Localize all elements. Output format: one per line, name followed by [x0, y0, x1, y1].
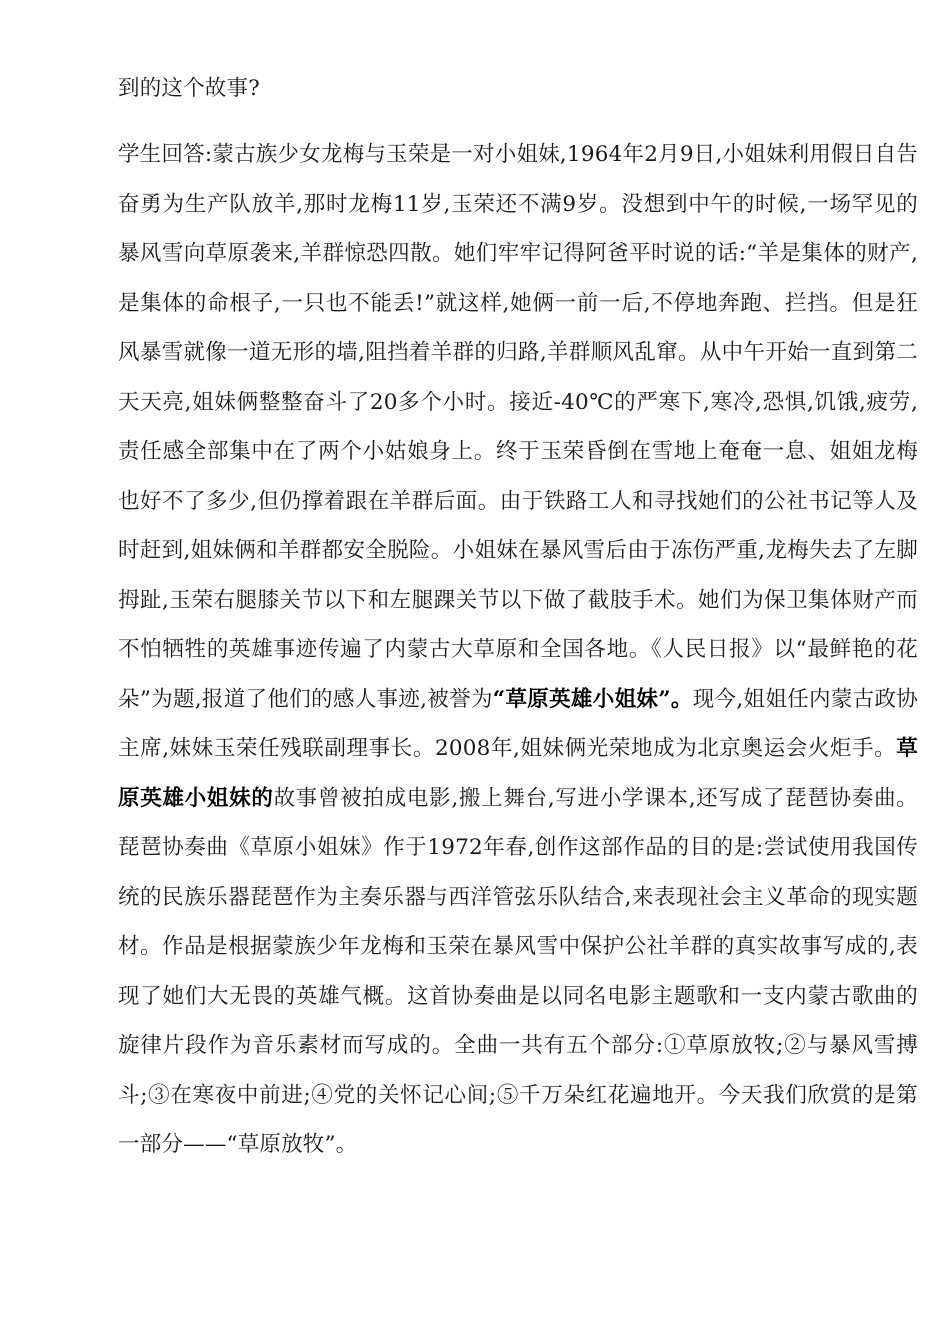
answer-text-part-3: 故事曾被拍成电影,搬上舞台,写进小学课本,还写成了琵琶协奏曲。琵琶协奏曲《草原小姐妹》作于1972年春,创作这部作品的目的是:尝试使用我国传统的民族乐器琵琶作为主奏乐器与西洋管弦乐队结合,来表现社会主义革命的现实题材。作品是根据蒙族少年龙梅和玉荣在暴风雪中保护公社羊群的真实故事写成的,表现了她们大无畏的英雄气概。这首协奏曲是以同名电影主题歌和一支内蒙古歌曲的旋律片段作为音乐素材而写成的。全曲一共有五个部分:①草原放牧;②与暴风雪搏斗;③在寒夜中前进;④党的关怀记心间;⑤千万朵红花遍地开。今天我们欣赏的是第一部分——“草原放牧”。: [118, 785, 918, 1157]
answer-text-part-2: 现今,姐姐任内蒙古政协主席,妹妹玉荣任残联副理事长。2008年,姐妹俩光荣地成为北京奥运会火炬手。: [118, 686, 918, 761]
answer-text-part-1: 学生回答:蒙古族少女龙梅与玉荣是一对小姐妹,1964年2月9日,小姐妹利用假日自告奋勇为生产队放羊,那时龙梅11岁,玉荣还不满9岁。没想到中午的时候,一场罕见的暴风雪向草原袭来,羊群惊恐四散。她们牢牢记得阿爸平时说的话:“羊是集体的财产,是集体的命根子,一只也不能丢!”就这样,她俩一前一后,不停地奔跑、拦挡。但是狂风暴雪就像一道无形的墙,阻挡着羊群的归路,羊群顺风乱窜。从中午开始一直到第二天天亮,姐妹俩整整奋斗了20多个小时。接近-40℃的严寒下,寒冷,恐惧,饥饿,疲劳,责任感全部集中在了两个小姑娘身上。终于玉荣昏倒在雪地上奄奄一息、姐姐龙梅也好不了多少,但仍撑着跟在羊群后面。由于铁路工人和寻找她们的公社书记等人及时赶到,姐妹俩和羊群都安全脱险。小姐妹在暴风雪后由于冻伤严重,龙梅失去了左脚拇趾,玉荣右腿膝关节以下和左腿踝关节以下做了截肢手术。她们为保卫集体财产而不怕牺牲的英雄事迹传遍了内蒙古大草原和全国各地。《人民日报》以“最鲜艳的花朵”为题,报道了他们的感人事迹,被誉为: [118, 142, 918, 712]
answer-bold-phrase-2: 草原英雄小姐妹的: [118, 736, 918, 811]
answer-bold-phrase-1: “草原英雄小姐妹”。: [492, 686, 693, 712]
student-answer-paragraph: [118, 130, 918, 1170]
intro-line: 到的这个故事?: [118, 76, 260, 101]
